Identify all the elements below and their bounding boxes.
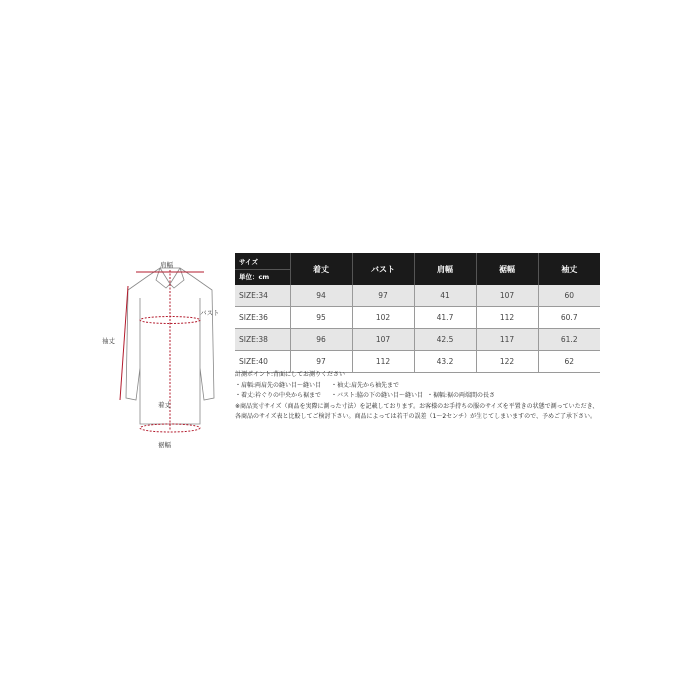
table-cell: 42.5	[414, 329, 476, 351]
notes-row-2	[235, 391, 655, 402]
table-cell: 95	[290, 307, 352, 329]
table-cell: 43.2	[414, 351, 476, 373]
column-header: 袖丈	[538, 253, 600, 285]
note-bust: ・バスト:脇の下の縫い目～縫い目	[331, 392, 424, 399]
note-shoulder: ・肩幅:両肩先の縫い目～縫い目	[235, 381, 322, 389]
table-cell: 94	[290, 285, 352, 307]
table-header-row	[235, 253, 600, 285]
notes-heading: 計測ポイント:背面にしてお測りください	[235, 371, 346, 378]
table-cell: 107	[476, 285, 538, 307]
note-length: ・着丈:衿ぐりの中央から裾まで	[235, 392, 322, 399]
notes-row-1	[235, 381, 655, 392]
notes-disclaimer-1: ※商品実寸サイズ（商品を実際に測った寸法）を記載しております。お客様のお手持ちの服のサイズを平置きの状態で測っていただき、	[235, 402, 599, 410]
size-name-cell: SIZE:36	[235, 307, 290, 329]
table-cell: 60	[538, 285, 600, 307]
column-header: 肩幅	[414, 253, 476, 285]
hem-label: 裾幅	[158, 441, 171, 449]
table-cell: 96	[290, 329, 352, 351]
bust-label: バスト	[200, 309, 220, 317]
corner-size-label: サイズ	[239, 258, 258, 266]
measurement-notes	[235, 370, 655, 423]
table-cell: 112	[476, 307, 538, 329]
notes-disclaimer-2: 各商品のサイズ表と比較してご検討下さい。商品によっては若干の誤差（1～2センチ）が生じてしまいますので、予めご了承下さい。	[235, 413, 597, 420]
column-header: バスト	[352, 253, 414, 285]
shoulder-label: 肩幅	[160, 261, 173, 269]
column-header: 裾幅	[476, 253, 538, 285]
note-hem: ・裾幅:裾の両端間の長さ	[427, 392, 496, 399]
column-header: 着丈	[290, 253, 352, 285]
size-name-cell: SIZE:38	[235, 329, 290, 351]
table-cell: 62	[538, 351, 600, 373]
table-cell: 61.2	[538, 329, 600, 351]
table-cell: 60.7	[538, 307, 600, 329]
table-cell: 107	[352, 329, 414, 351]
table-cell: 122	[476, 351, 538, 373]
table-cell: 97	[352, 285, 414, 307]
sleeve-label: 袖丈	[102, 337, 115, 345]
table-cell: 102	[352, 307, 414, 329]
table-corner	[235, 253, 290, 285]
size-name-cell: SIZE:34	[235, 285, 290, 307]
table-cell: 97	[290, 351, 352, 373]
size-name-cell: SIZE:40	[235, 351, 290, 373]
note-sleeve: ・袖丈:肩先から袖先まで	[331, 381, 400, 389]
table-row	[235, 285, 600, 307]
table-cell: 41.7	[414, 307, 476, 329]
table-cell: 117	[476, 329, 538, 351]
length-label: 着丈	[158, 401, 171, 409]
table-cell: 112	[352, 351, 414, 373]
table-cell: 41	[414, 285, 476, 307]
corner-unit-label: 単位：cm	[239, 273, 270, 281]
garment-diagram	[100, 248, 240, 458]
table-row	[235, 329, 600, 351]
size-table	[235, 253, 600, 373]
corner-divider	[235, 269, 290, 270]
table-row	[235, 307, 600, 329]
